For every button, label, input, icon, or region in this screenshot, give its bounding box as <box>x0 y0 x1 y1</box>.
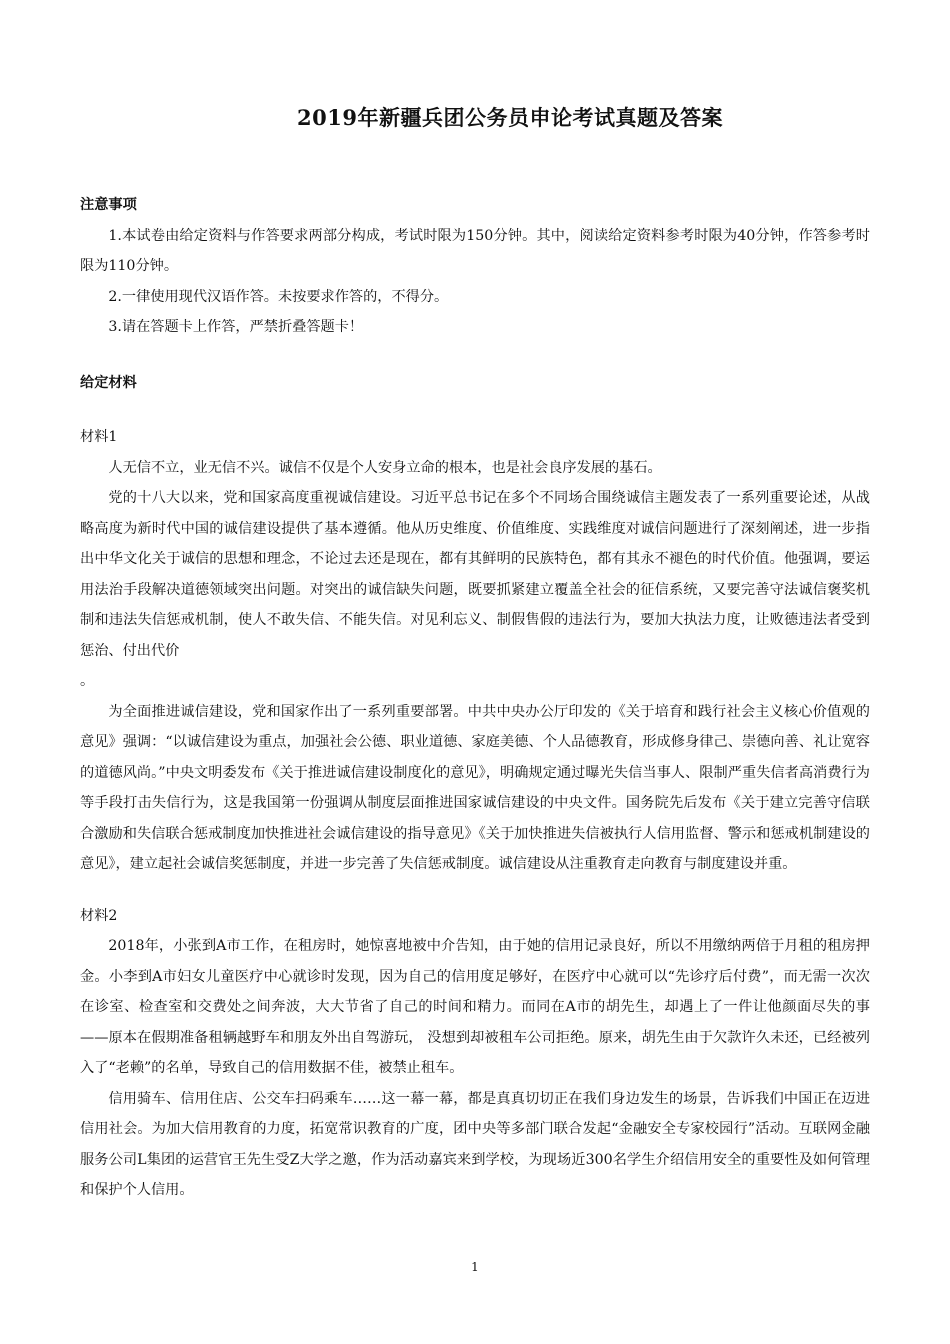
material-2-label: 材料2 <box>80 907 118 924</box>
page-number: 1 <box>471 1260 479 1274</box>
notice-heading: 注意事项 <box>80 197 137 213</box>
notice-item: 2.一律使用现代汉语作答。未按要求作答的，不得分。 <box>108 288 449 305</box>
material-2-paragraph: 2018年，小张到A市工作，在租房时，她惊喜地被中介告知，由于她的信用记录良好，所以不用缴纳两倍于月租的租房押金。小李到A市妇女儿童医疗中心就诊时发现，因为自己的信用度足够好，在医疗中心就可以“先诊疗后付费”，而无需一次次在诊室、检查室和交费处之间奔波，大大节省了自己的时间和精力。而同在A市的胡先生，却遇上了一件让他颜面尽失的事——原本在假期准备租辆越野车和朋友外出自驾游玩， 没想到却被租车公司拒绝。原来，胡先生由于欠款许久未还，已经被列入了“老赖”的名单，导致自己的信用数据不佳，被禁止租车。 <box>80 938 870 1076</box>
materials-heading: 给定材料 <box>80 374 137 391</box>
document-body <box>80 190 870 1206</box>
notice-item: 3.请在答题卡上作答，严禁折叠答题卡！ <box>108 319 364 335</box>
material-2-paragraph: 信用骑车、信用住店、公交车扫码乘车……这一幕一幕，都是真真切切正在我们身边发生的场景，告诉我们中国正在迈进信用社会。为加大信用教育的力度，拓宽常识教育的广度，团中央等多部门联合发起“金融安全专家校园行”活动。互联网金融服务公司L集团的运营官王先生受Z大学之邀，作为活动嘉宾来到学校，为现场近300名学生介绍信用安全的重要性及如何管理和保护个人信用。 <box>80 1090 870 1198</box>
material-1-paragraph-end: 。 <box>80 673 95 689</box>
material-1-paragraph: 为全面推进诚信建设，党和国家作出了一系列重要部署。中共中央办公厅印发的《关于培育和践行社会主义核心价值观的意见》强调：“以诚信建设为重点，加强社会公德、职业道德、家庭美德、个人品德教育，形成修身律己、崇德向善、礼让宽容的道德风尚。”中央文明委发布《关于推进诚信建设制度化的意见》，明确规定通过曝光失信当事人、限制严重失信者高消费行为等手段打击失信行为，这是我国第一份强调从制度层面推进国家诚信建设的中央文件。国务院先后发布《关于建立完善守信联合激励和失信联合惩戒制度加快推进社会诚信建设的指导意见》《关于加快推进失信被执行人信用监督、警示和惩戒机制建设的意见》，建立起社会诚信奖惩制度，并进一步完善了失信惩戒制度。诚信建设从注重教育走向教育与制度建设并重。 <box>80 703 870 872</box>
notice-item: 1.本试卷由给定资料与作答要求两部分构成，考试时限为150分钟。其中，阅读给定资料参考时限为40分钟，作答参考时限为110分钟。 <box>80 227 870 274</box>
material-1-label: 材料1 <box>80 429 118 445</box>
document-title: 2019年新疆兵团公务员申论考试真题及答案 <box>297 105 723 130</box>
material-1-paragraph: 人无信不立，业无信不兴。诚信不仅是个人安身立命的根本，也是社会良序发展的基石。 <box>108 459 662 476</box>
material-1-paragraph: 党的十八大以来，党和国家高度重视诚信建设。习近平总书记在多个不同场合围绕诚信主题发表了一系列重要论述，从战略高度为新时代中国的诚信建设提供了基本遵循。他从历史维度、价值维度、实践维度对诚信问题进行了深刻阐述，进一步指出中华文化关于诚信的思想和理念，不论过去还是现在，都有其鲜明的民族特色，都有其永不褪色的时代价值。他强调，要运用法治手段解决道德领域突出问题。对突出的诚信缺失问题，既要抓紧建立覆盖全社会的征信系统，又要完善守法诚信褒奖机制和违法失信惩戒机制，使人不敢失信、不能失信。对见利忘义、制假售假的违法行为，要加大执法力度，让败德违法者受到惩治、付出代价 <box>80 490 870 659</box>
